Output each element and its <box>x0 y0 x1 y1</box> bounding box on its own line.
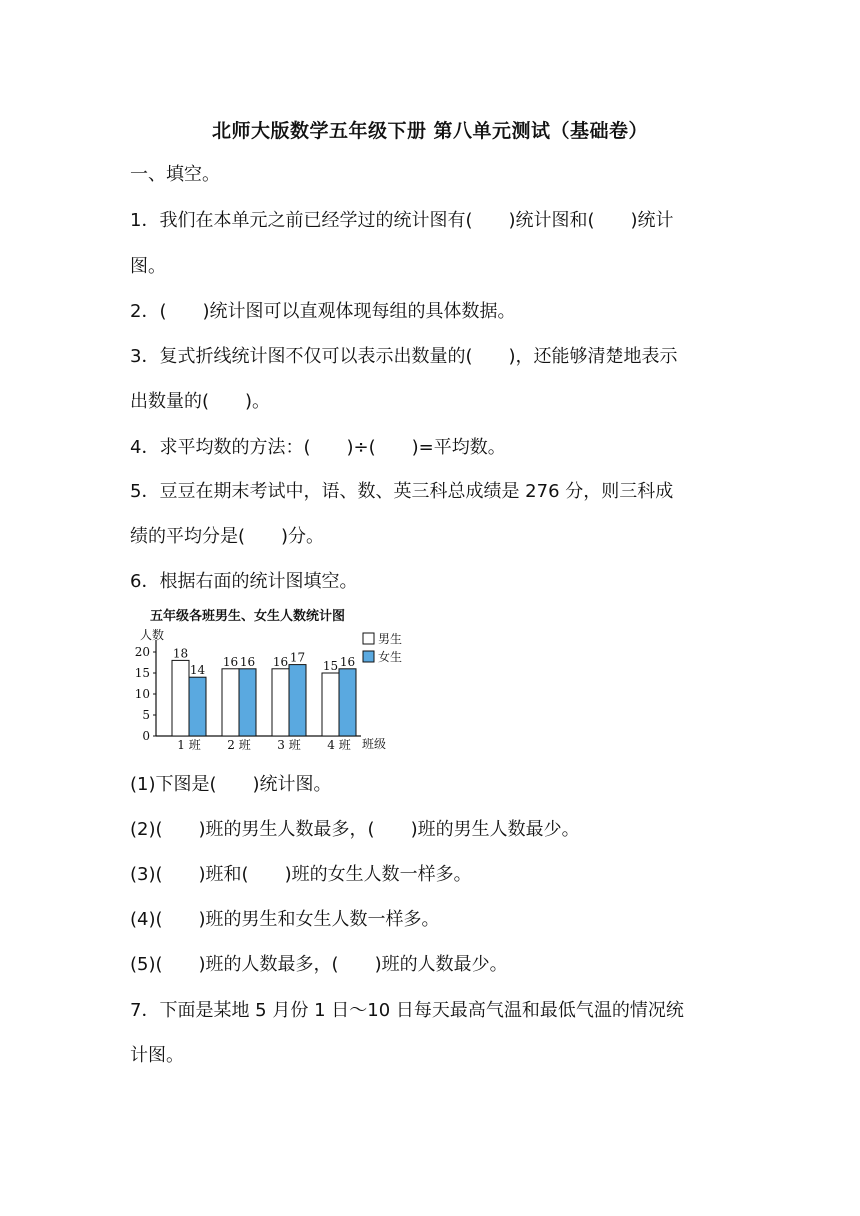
bar-value-label: 18 <box>172 646 189 661</box>
bar-boys <box>322 673 339 736</box>
y-tick-label: 10 <box>134 687 150 701</box>
section-heading: 一、填空。 <box>130 164 220 185</box>
question-6-sub-2: (2)( )班的男生人数最多，( )班的男生人数最少。 <box>130 819 580 840</box>
x-category-label: 1 班 <box>177 738 201 752</box>
question-6: 6．根据右面的统计图填空。 <box>130 571 358 592</box>
page-title: 北师大版数学五年级下册 第八单元测试（基础卷） <box>211 120 649 142</box>
y-tick-label: 5 <box>142 708 150 722</box>
question-7-line-2: 计图。 <box>130 1045 184 1066</box>
question-4: 4．求平均数的方法：( )÷( )=平均数。 <box>130 437 506 458</box>
bar-chart <box>126 600 426 760</box>
bar-boys <box>272 669 289 736</box>
chart-title: 五年级各班男生、女生人数统计图 <box>150 609 346 624</box>
x-category-label: 2 班 <box>227 738 251 752</box>
legend-label: 男生 <box>378 632 403 646</box>
legend-label: 女生 <box>378 650 403 664</box>
question-7-line-1: 7．下面是某地 5 月份 1 日～10 日每天最高气温和最低气温的情况统 <box>130 1000 684 1021</box>
question-3-line-1: 3．复式折线统计图不仅可以表示出数量的( )，还能够清楚地表示 <box>130 346 678 367</box>
question-1-line-2: 图。 <box>130 256 166 277</box>
bar-chart-svg <box>126 600 426 760</box>
question-6-sub-3: (3)( )班和( )班的女生人数一样多。 <box>130 864 472 885</box>
bar-girls <box>339 669 356 736</box>
y-tick-label: 0 <box>142 729 150 743</box>
bar-value-label: 16 <box>339 654 356 669</box>
bar-value-label: 16 <box>239 654 256 669</box>
chart-xlabel: 班级 <box>362 737 387 751</box>
legend-swatch <box>363 633 374 644</box>
question-6-sub-5: (5)( )班的人数最多，( )班的人数最少。 <box>130 954 508 975</box>
x-category-label: 3 班 <box>277 738 301 752</box>
bar-value-label: 17 <box>289 650 306 665</box>
bar-girls <box>289 665 306 736</box>
question-1-line-1: 1．我们在本单元之前已经学过的统计图有( )统计图和( )统计 <box>130 210 674 231</box>
question-6-sub-1: (1)下图是( )统计图。 <box>130 774 332 795</box>
bar-value-label: 16 <box>222 654 239 669</box>
y-tick-label: 15 <box>134 666 150 680</box>
bar-value-label: 15 <box>322 659 339 673</box>
bar-girls <box>239 669 256 736</box>
question-2: 2．( )统计图可以直观体现每组的具体数据。 <box>130 301 516 322</box>
bar-girls <box>189 677 206 736</box>
question-6-sub-4: (4)( )班的男生和女生人数一样多。 <box>130 909 440 930</box>
question-5-line-1: 5．豆豆在期末考试中，语、数、英三科总成绩是 276 分，则三科成 <box>130 481 674 502</box>
bar-value-label: 14 <box>189 663 206 678</box>
question-3-line-2: 出数量的( )。 <box>130 391 271 412</box>
chart-ylabel: 人数 <box>140 628 165 642</box>
question-5-line-2: 绩的平均分是( )分。 <box>130 526 325 547</box>
legend-swatch <box>363 651 374 662</box>
bar-boys <box>172 660 189 736</box>
bar-boys <box>222 669 239 736</box>
bar-value-label: 16 <box>272 654 289 669</box>
y-tick-label: 20 <box>134 645 150 659</box>
x-category-label: 4 班 <box>327 738 351 752</box>
